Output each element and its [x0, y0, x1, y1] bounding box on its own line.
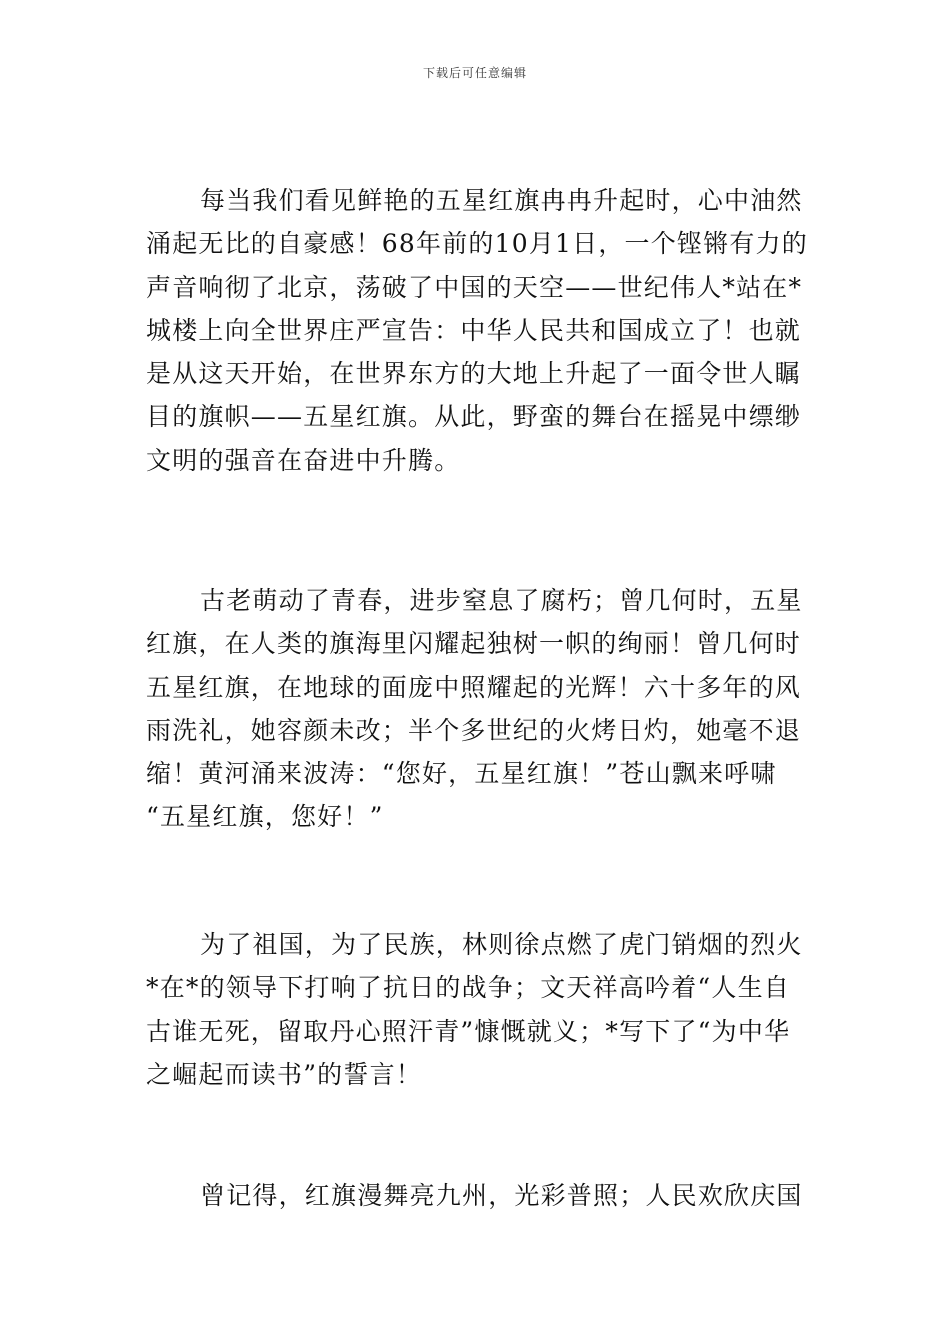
paragraph-line: 城楼上向全世界庄严宣告：中华人民共和国成立了！也就	[146, 315, 802, 345]
paragraph-line: 红旗，在人类的旗海里闪耀起独树一帜的绚丽！曾几何时	[146, 629, 802, 659]
paragraph-line: 五星红旗，在地球的面庞中照耀起的光辉！六十多年的风	[146, 672, 802, 702]
paragraph-2	[146, 579, 806, 839]
paragraph-line: 缩！黄河涌来波涛：“您好，五星红旗！”苍山飘来呼啸	[146, 759, 777, 789]
paragraph-line: 为了祖国，为了民族，林则徐点燃了虎门销烟的烈火	[200, 930, 803, 959]
paragraph-line: 曾记得，红旗漫舞亮九州，光彩普照；人民欢欣庆国	[200, 1181, 803, 1210]
paragraph-line: 古老萌动了青春，进步窒息了腐朽；曾几何时，五星	[200, 586, 803, 615]
paragraph-line: 涌起无比的自豪感！68年前的10月1日，一个铿锵有力的	[146, 229, 808, 259]
paragraph-line: 目的旗帜——五星红旗。从此，野蛮的舞台在摇晃中缥缈	[146, 402, 802, 432]
paragraph-line: 文明的强音在奋进中升腾。	[146, 445, 461, 475]
paragraph-line: 古谁无死，留取丹心照汗青”慷慨就义；*写下了“为中华	[146, 1016, 791, 1046]
paragraph-line: 声音响彻了北京，荡破了中国的天空——世纪伟人*站在*	[146, 272, 803, 302]
paragraph-line: 雨洗礼，她容颜未改；半个多世纪的火烤日灼，她毫不退	[146, 715, 802, 745]
paragraph-3	[146, 923, 806, 1096]
paragraph-line: 是从这天开始，在世界东方的大地上升起了一面令世人瞩	[146, 359, 802, 389]
paragraph-line: *在*的领导下打响了抗日的战争；文天祥高吟着“人生自	[146, 973, 790, 1003]
paragraph-4	[146, 1174, 806, 1217]
paragraph-1	[146, 179, 806, 482]
paragraph-line: 每当我们看见鲜艳的五星红旗冉冉升起时，心中油然	[200, 186, 803, 215]
paragraph-line: “五星红旗，您好！”	[146, 802, 384, 832]
header-note: 下载后可任意编辑	[422, 66, 527, 80]
paragraph-line: 之崛起而读书”的誓言！	[146, 1059, 422, 1089]
